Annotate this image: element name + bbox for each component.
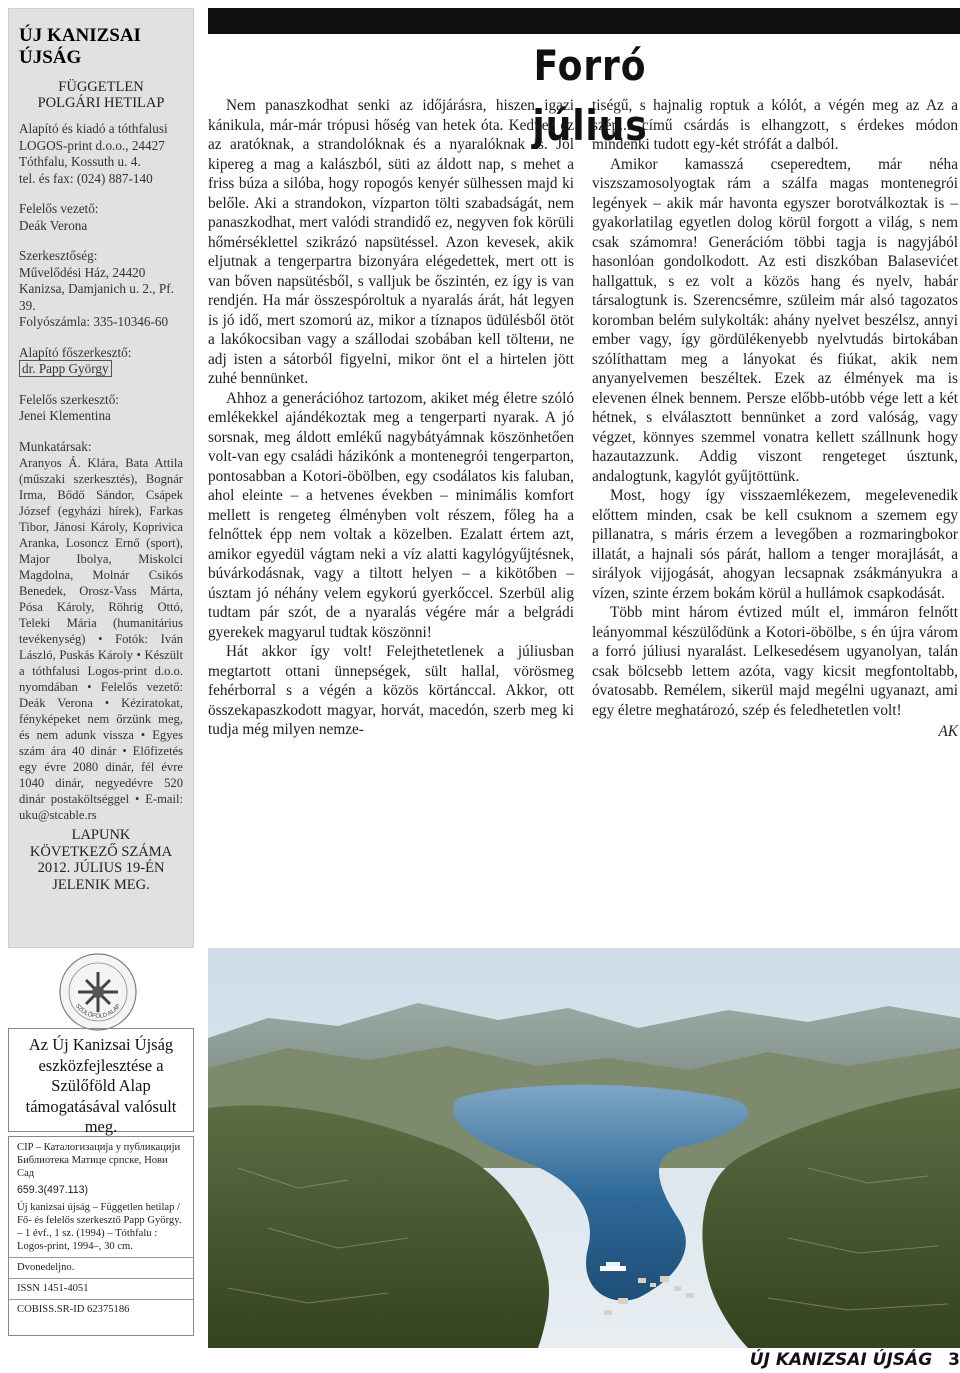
- col2-paragraph: tiségű, s hajnalig roptuk a kólót, a végén meg az Az a szép... című csárdás is elhangzott, s érdekes módon mindenki tudott egy-két strófát a dalból.: [592, 97, 958, 153]
- article-column-2: [592, 96, 958, 742]
- founder-name: dr. Papp György: [19, 360, 112, 377]
- col2-paragraph: Most, hogy így visszaemlékezem, megelevenedik előttem minden, csak be kell csuknom a szemem egy pillanatra, s máris érzem a levegőben a rozmaringbokor illatát, a hajnali sós párát, hallom a tenger morajlását, a sirályok vijjogását, ahogyan lecsapnak zsákmányukra a vízen, szinte érzem bokám körül a hullámok csapkodását.: [592, 487, 958, 602]
- founder-label: Alapító főszerkesztő:: [19, 344, 132, 360]
- next-line4: JELENIK MEG.: [52, 876, 150, 893]
- subtitle-line2: POLGÁRI HETILAP: [37, 95, 165, 111]
- cip-line4: Dvonedeljno.: [17, 1262, 75, 1273]
- next-line1: LAPUNK: [71, 827, 131, 843]
- cip-line5: ISSN 1451-4051: [17, 1283, 89, 1294]
- masthead-subtitle: [19, 79, 183, 111]
- page-footer: [700, 1348, 960, 1373]
- staff-list: Aranyos Á. Klára, Bata Attila (műszaki szerkesztés), Bognár Irma, Bődő Sándor, Csápek József (egyházi hírek), Farkas Tibor, Jánosi Károly, Koprivica Aranka, Losoncz Ernő (sport), Major Ibolya, Miskolci Magdolna, Molnár Csikós Benedek, Orosz-Vass Márta, Pósa Károly, Röhrig Ottó, Teleki Mária (humanitárius tevékenység) • Fotók: Iván László, Puskás Károly • Készült a tóthfalusi Logos-print d.o.o. nyomdában • Felelős vezető: Deák Verona • Kéziratokat, fényképeket nem őrzünk meg, és nem adunk vissza • Egyes szám ára 40 dinár • Előfizetés egy évre 2080 dinár, fél évre 1040 dinár, negyedévre 520 dinár postaköltséggel • E-mail: uku@stcable.rs: [19, 456, 183, 822]
- article-title: Forró július: [532, 41, 648, 150]
- col1-paragraph: Hát akkor így volt! Felejthetetlenek a júliusban megtartott ottani ünnepségek, sült hallal, vörösmeg fehérborral s a végén a közös körtánccal. Akkor, ott összekapaszkodott magyar, horvát, macedón, szerb meg ki tudja még milyen nemze-: [208, 643, 574, 738]
- author-signature: AK: [938, 723, 958, 740]
- office-label: Szerkesztőség:: [19, 248, 98, 263]
- footer-label: ÚJ KANIZSAI ÚJSÁG: [749, 1350, 933, 1370]
- phone-info: tel. és fax: (024) 887-140: [19, 170, 153, 186]
- cip-record: [8, 1136, 194, 1336]
- next-issue-notice: [19, 827, 183, 893]
- office-address: Művelődési Ház, 24420 Kanizsa, Damjanich u. 2., Pf. 39.: [19, 264, 174, 313]
- header-band: [208, 8, 960, 34]
- fund-seal-logo: [58, 952, 138, 1032]
- lead-label: Felelős vezető:: [19, 201, 99, 216]
- cip-line6: COBISS.SR-ID 62375186: [17, 1304, 130, 1315]
- next-line3: 2012. JÚLIUS 19-ÉN: [37, 860, 165, 876]
- staff-label: Munkatársak:: [19, 438, 92, 454]
- bay-of-kotor-photo: [208, 948, 960, 1348]
- col2-paragraph: Amikor kamasszá cseperedtem, már néha viszszamosolyogtak rám a szálfa magas montenegrói legények – akik már havonta egyszer borotválkoztak is – gyakorlatilag egyetlen dolog körül forgott a világ, s nem csak számomra! Generációm többi tagja is nagyjából hasonlóan gondolkodott. Az esti diszkóban Balasevićet hallgattuk, s ez volt a közös hang és nyelv, habár társalogtunk is. Szerencsémre, szüleim már alsó tagozatos koromban belém sulykolták: ahány nyelvet beszélsz, annyi ember vagy, így gördülékenyebb nyelvtudás birtokában szólíthattam meg a lányokat és fiúkat, akik nem anyanyelvemen beszéltek. Ezek az élmények ma is elevenen élnek bennem. Persze előbb-utóbb vége lett a két hétnek, s elválasztott bennünket a zord valóság, vagy végzet, könnyes szemmel vonatra kellett szállnunk hogy hazautazzunk. Addig viszont rengeteget úsztunk, andalogtunk, kagylót gyűjtöttünk.: [592, 155, 958, 485]
- article-column-1: [208, 96, 574, 740]
- col1-paragraph: Ahhoz a generációhoz tartozom, akiket még életre szóló emlékekkel ajándékoztak meg a tengerparti nyarak. A jó sorsnak, meg áldott emlékű nagybátyámnak köszönhetően volt-van egy családi házikónk a montenegrói tengerparton, pontosabban a Kotori-öbölben, egy csodálatos kis faluban, ahol eleinte – a hetvenes években – minimális komfort mellett is rengeteg élményben volt részem, főleg ha a felnőttek épp nem voltak a közelben. Ezalatt értem azt, amikor egyedül vágtam neki a víz alatti kagylógyűjtésnek, búvárkodásnak, vagy a tiltott helyen – a kikötőben – úsztam jó néhány velem egykorú gyerkőccel. Szerbül alig tudtam pár szót, de a nyaralás végére már a belgrádi gyerekek magyarul tudtak köszönni!: [208, 389, 574, 641]
- seal-text: SZÜLŐFÖLD ALAP: [73, 1003, 123, 1020]
- subtitle-line1: FÜGGETLEN: [58, 79, 144, 95]
- masthead-sidebar: [8, 8, 194, 948]
- masthead-brand: ÚJ KANIZSAI ÚJSÁG: [19, 25, 141, 68]
- page-number: 3: [948, 1350, 960, 1370]
- next-line2: KÖVETKEZŐ SZÁMA: [29, 843, 173, 860]
- cip-line2: 659.3(497.113): [17, 1184, 89, 1196]
- lead-name: Deák Verona: [19, 217, 88, 233]
- col1-paragraph: Nem panaszkodhat senki az időjárásra, hiszen igazi kánikula, már-már trópusi hőség van hetek óta. Kedvez ez az aratóknak, a strandolóknak és a nyaralóknak is. Jól kipereg a mag a kalászból, süti az áldott nap, s mehet a friss búza a silóba, hogy ropogós kenyér sülhessen majd ki belőle. Aki a strandokon, vízparton tölti szabadságát, nem panaszkodhat, mert valódi strandidő ez, negyven fok körüli hőmérséklettel szikrázó napsütéssel. Azon kevesek, akik eljutnak a tengerpartra bizonyára elégedettek, mert ott is van bőven napsütésből, s valljuk be őszintén, ez így is van rendjén. Ha már összespóroltuk a nyaralás árát, hát legyen is jó idő, mert szomorú az, mikor a tíznapos üdülésből ötöt a lakókocsiban vagy a szállodai szobában kell töltени, ne adj isten a sátorból figyelni, mikor önt el a hirtelen jött zuhé bennünket.: [208, 97, 574, 387]
- support-notice: Az Új Kanizsai Újság eszközfejlesztése a Szülőföld Alap támogatásával valósult meg.: [8, 1028, 194, 1132]
- account-number: Folyószámla: 335-10346-60: [19, 314, 169, 329]
- col2-paragraph: Több mint három évtized múlt el, immáron felnőtt leányommal készülődünk a Kotori-öbölbe, s én újra várom a forró júliusi nyaralást. Lelkesedésem ugyanolyan, talán csak bölcsebb lettem azóta, vagy kicsit megfontoltabb, óvatosabb. Remélem, sikerül majd megélni ugyanazt, ami egy életre meghatározó, szép és feledhetetlen volt!: [592, 604, 958, 719]
- publisher-info: Alapító és kiadó a tóthfalusi LOGOS-print d.o.o., 24427 Tóthfalu, Kossuth u. 4.: [19, 121, 168, 169]
- cip-line3: Új kanizsai újság – Független hetilap / Fő- és felelős szerkesztő Papp György. – 1 évf., 1 sz. (1994) – Tóthfalu : Logos-print, 1994–, 30 cm.: [17, 1202, 182, 1252]
- cip-line1: CIP – Каталогизација у публикацији Библиотека Матице српске, Нови Сад: [17, 1142, 181, 1179]
- editor-name: Jenei Klementina: [19, 408, 111, 423]
- editor-label: Felelős szerkesztő:: [19, 391, 119, 407]
